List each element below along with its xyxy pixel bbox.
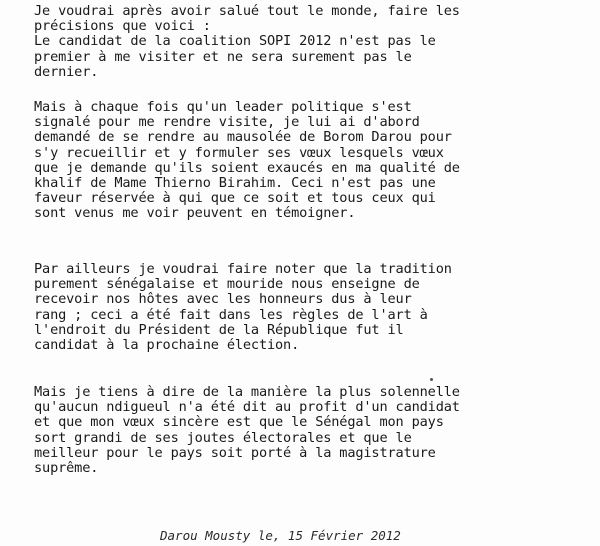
text-line: Mais à chaque fois qu'un leader politique s'est	[34, 99, 412, 115]
text-line: qu'aucun ndigueul n'a été dit au profit d'un candidat	[34, 399, 460, 416]
text-line: dernier.	[34, 63, 99, 80]
text-line: premier à me visiter et ne sera surement pas le	[34, 48, 412, 65]
paragraph-tradition	[34, 262, 586, 353]
text-line: purement sénégalaise et mouride nous enseigne de	[34, 276, 420, 293]
text-line: signalé pour me rendre visite, je lui ai d'abord	[34, 114, 420, 131]
text-line: faveur réservée à qui que ce soit et tous ceux qui	[34, 190, 436, 207]
text-line: rang ; ceci a été fait dans les règles de l'art à	[34, 306, 428, 323]
text-line: l'endroit du Président de la République fut il	[34, 321, 404, 338]
text-line: que je demande qu'ils soient exaucés en ma qualité de	[34, 159, 460, 176]
text-line: s'y recueillir et y formuler ses vœux lesquels vœux	[34, 144, 444, 161]
text-line: demandé de se rendre au mausolée de Borom Darou pour	[34, 129, 452, 146]
text-line: précisions que voici :	[34, 18, 211, 35]
scan-speck	[430, 378, 433, 381]
text-line: meilleur pour le pays soit porté à la magistrature	[34, 444, 436, 461]
text-line: khalif de Mame Thierno Birahim. Ceci n'est pas une	[34, 175, 436, 192]
text-line: et que mon vœux sincère est que le Sénégal mon pays	[34, 414, 444, 431]
paragraph-ndigueul	[34, 385, 586, 476]
text-line: Le candidat de la coalition SOPI 2012 n'est pas le	[34, 33, 436, 50]
paragraph-visits	[34, 100, 586, 222]
text-line: candidat à la prochaine élection.	[34, 337, 300, 354]
text-line: suprême.	[34, 460, 99, 477]
text-line: sort grandi de ses joutes électorales et que le	[34, 429, 412, 446]
text-line: Par ailleurs je voudrai faire noter que la tradition	[34, 261, 452, 277]
text-line: sont venus me voir peuvent en témoigner.	[34, 205, 356, 222]
text-line: Je voudrai après avoir salué tout le monde, faire les	[34, 3, 460, 19]
text-line: Mais je tiens à dire de la manière la plus solennelle	[34, 384, 460, 400]
text-line: recevoir nos hôtes avec les honneurs dus à leur	[34, 291, 412, 308]
signature-dateline: Darou Mousty le, 15 Février 2012	[160, 528, 401, 543]
paragraph-intro	[34, 4, 586, 80]
